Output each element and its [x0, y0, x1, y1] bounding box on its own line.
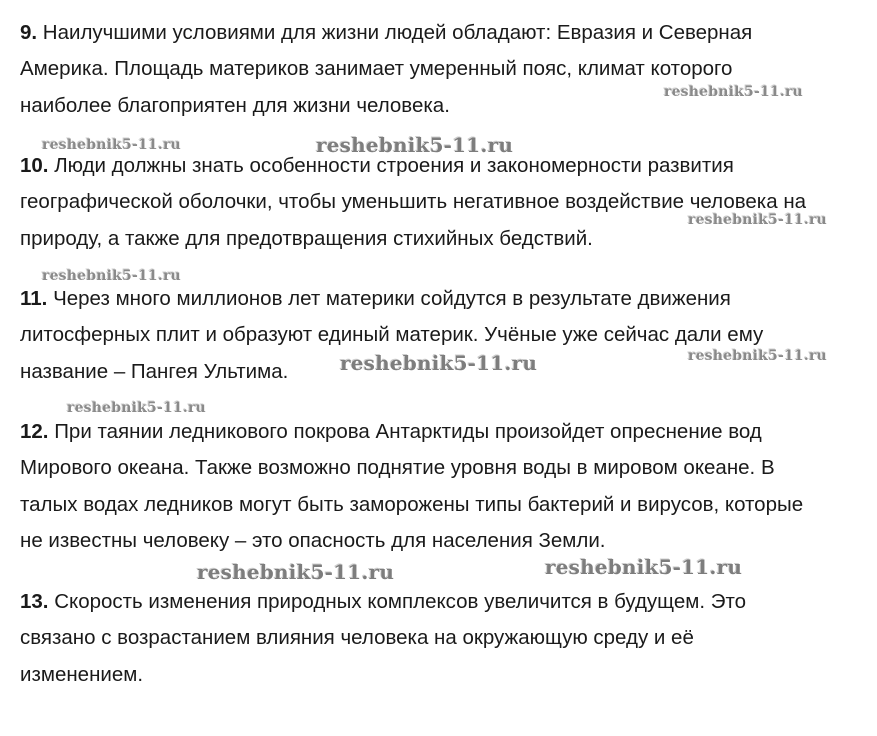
answer-number: 10. — [20, 154, 49, 177]
answer-line — [20, 584, 870, 620]
answer-10 — [20, 148, 870, 257]
answer-text: талых водах ледников могут быть заморожены типы бактерий и вирусов, которые — [20, 492, 804, 516]
answer-line — [20, 15, 870, 51]
answer-9 — [20, 15, 870, 124]
watermark: reshebnik5-11.ru — [197, 560, 395, 584]
answer-text: При таянии ледникового покрова Антарктиды произойдет опреснение вод — [48, 420, 762, 443]
answer-13 — [20, 584, 870, 693]
answer-line — [20, 281, 870, 317]
answer-text: Америка. Площадь материков занимает умеренный пояс, климат которого — [20, 57, 733, 81]
answer-number: 11. — [20, 287, 48, 310]
answer-text: не известны человеку – это опасность для населения Земли. — [20, 529, 606, 553]
answer-12 — [20, 414, 870, 560]
answer-number: 12. — [20, 420, 49, 443]
watermark: reshebnik5-11.ru — [688, 348, 827, 364]
answer-number: 9. — [20, 21, 38, 44]
watermark: reshebnik5-11.ru — [42, 268, 181, 284]
answer-text: наиболее благоприятен для жизни человека. — [20, 93, 450, 117]
watermark: reshebnik5-11.ru — [67, 400, 206, 416]
answer-text: Мирового океана. Также возможно поднятие уровня воды в мировом океане. В — [20, 456, 775, 480]
answer-text: Люди должны знать особенности строения и закономерности развития — [48, 154, 734, 177]
watermark: reshebnik5-11.ru — [42, 137, 181, 153]
answer-number: 13. — [20, 590, 49, 613]
answer-text: название – Пангея Ультима. — [20, 359, 289, 383]
watermark: reshebnik5-11.ru — [664, 84, 803, 100]
answer-text: Наилучшими условиями для жизни людей обладают: Евразия и Северная — [37, 21, 753, 44]
answer-text: природу, а также для предотвращения стихийных бедствий. — [20, 226, 593, 250]
answer-text: литосферных плит и образуют единый материк. Учёные уже сейчас дали ему — [20, 323, 764, 347]
watermark: reshebnik5-11.ru — [340, 351, 538, 375]
answer-line — [20, 414, 870, 450]
watermark: reshebnik5-11.ru — [316, 133, 514, 157]
watermark: reshebnik5-11.ru — [545, 555, 743, 579]
answer-text: географической оболочки, чтобы уменьшить негативное воздействие человека на — [20, 190, 807, 214]
watermark: reshebnik5-11.ru — [688, 212, 827, 228]
answer-text: Через много миллионов лет материки сойдутся в результате движения — [47, 287, 731, 310]
answer-text: изменением. — [20, 662, 144, 686]
answer-text: Скорость изменения природных комплексов увеличится в будущем. Это — [48, 590, 747, 613]
answer-text: связано с возрастанием влияния человека на окружающую среду и её — [20, 626, 694, 650]
